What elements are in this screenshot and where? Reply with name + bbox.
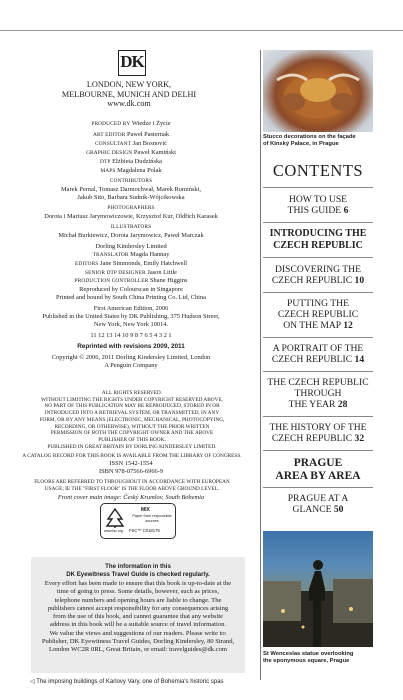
toc-line: THROUGH bbox=[294, 387, 342, 399]
info-box bbox=[31, 557, 245, 673]
section-introducing bbox=[263, 228, 373, 251]
toc-page: 32 bbox=[354, 432, 365, 444]
info-line: Every effort has been made to ensure that this book is up-to-date at the bbox=[44, 580, 232, 587]
role-label: PRODUCED BY bbox=[91, 121, 131, 127]
toc-line: THE HISTORY OF THE bbox=[269, 422, 367, 433]
info-line: We value the views and suggestions of our readers. Please write to: bbox=[49, 629, 227, 637]
toc-entry-glance bbox=[263, 494, 373, 516]
role-label: EDITORS bbox=[75, 260, 99, 267]
caption-line: the eponymous square, Prague bbox=[263, 658, 350, 665]
rights-block bbox=[10, 390, 254, 460]
toc-line: CZECH REPUBLIC bbox=[271, 353, 353, 365]
footer-caption bbox=[30, 678, 224, 685]
contributors-line: Jakub Sito, Barbara Sudnik-Wójcikowska bbox=[77, 194, 185, 202]
dk-logo: DK bbox=[118, 50, 146, 76]
toc-page: 6 bbox=[343, 204, 349, 216]
rule bbox=[263, 416, 373, 417]
rights-line: WITHOUT LIMITING THE RIGHTS UNDER COPYRIGHT RESERVED ABOVE, bbox=[40, 396, 224, 403]
copyright-line: Copyright © 2006, 2011 Dorling Kindersley Limited, London bbox=[51, 353, 211, 361]
rule bbox=[263, 487, 373, 488]
caption-line: of Kinský Palace, in Prague bbox=[263, 141, 339, 148]
role-label: SENIOR DTP DESIGNER bbox=[85, 269, 146, 276]
toc-line: GLANCE bbox=[292, 503, 332, 515]
info-title-line: DK Eyewitness Travel Guide is checked regularly. bbox=[66, 571, 210, 578]
toc-line: CZECH REPUBLIC bbox=[271, 274, 353, 286]
photographers: Dorota i Mariusz Jarymowiczowie, Krzysztof Kur, Oldřich Karasek bbox=[44, 213, 218, 221]
toc-entry-map bbox=[263, 299, 373, 331]
photographers-label: PHOTOGRAPHERS bbox=[107, 205, 155, 212]
edition-line: First American Edition, 2006 bbox=[93, 305, 169, 313]
rule bbox=[263, 257, 373, 258]
rights-line: FORM, OR BY ANY MEANS (ELECTRONIC, MECHANICAL, PHOTOCOPYING, bbox=[39, 416, 225, 423]
front-cover-note: Front cover main image: Český Krumlov, South Bohemia bbox=[57, 494, 205, 501]
fsc-paper: Paper from responsible sources bbox=[132, 514, 172, 523]
name: Jane Simmonds, Emily Hatchwell bbox=[100, 259, 187, 267]
fsc-mix: MIX bbox=[141, 507, 150, 513]
rights-line: PUBLISHER OF THIS BOOK. bbox=[98, 436, 166, 443]
role-label: PRODUCTION CONTROLLER bbox=[74, 278, 149, 285]
name: Paweł Kamiński bbox=[133, 148, 176, 156]
toc-line: ON THE MAP bbox=[283, 319, 341, 331]
rights-line: PERMISSION OF BOTH THE COPYRIGHT OWNER AND THE ABOVE bbox=[50, 430, 214, 437]
illustrators-label: ILLUSTRATORS bbox=[110, 223, 152, 230]
stucco-photo bbox=[263, 50, 373, 132]
info-line: from the use of this book, and cannot guarantee that any website bbox=[53, 613, 223, 621]
toc-line: THE CZECH REPUBLIC bbox=[267, 377, 369, 388]
edition-line: Published in the United States by DK Publishing, 375 Hudson Street, bbox=[42, 313, 220, 321]
role-label: MAPS bbox=[100, 167, 116, 174]
info-line: telephone numbers and opening hours are liable to change. The bbox=[54, 596, 222, 604]
credits-block bbox=[6, 120, 256, 369]
name: Jason Little bbox=[147, 268, 177, 276]
rights-line: INTRODUCED INTO A RETRIEVAL SYSTEM, OR TRANSMITTED, IN ANY bbox=[44, 410, 220, 417]
toc-page: 12 bbox=[343, 319, 353, 331]
fsc-code: FSC™ C018179 bbox=[129, 528, 160, 533]
role-label: CONSULTANT bbox=[95, 140, 132, 147]
floors-line: FLOORS ARE REFERRED TO THROUGHOUT IN ACCORDANCE WITH EUROPEAN bbox=[34, 479, 230, 485]
name: Wiedze i Życie bbox=[131, 120, 171, 127]
caption-line: St Wenceslas statue overlooking bbox=[263, 651, 354, 657]
info-line: time of going to press. Some details, however, such as prices, bbox=[57, 588, 219, 596]
role-label: GRAPHIC DESIGN bbox=[86, 149, 133, 156]
name: Magdalena Polak bbox=[117, 166, 162, 174]
toc-page: 50 bbox=[333, 503, 344, 515]
section-line: PRAGUE bbox=[293, 457, 343, 469]
name: Elżbieta Dudzińska bbox=[112, 157, 162, 165]
fsc-tree-icon bbox=[104, 507, 126, 529]
fsc-label bbox=[100, 503, 176, 539]
rule bbox=[263, 371, 373, 372]
wenceslas-photo bbox=[263, 531, 373, 647]
toc-entry-history bbox=[263, 423, 373, 445]
rule bbox=[263, 292, 373, 293]
contributors-line: Marek Pernal, Tomasz Darmochwał, Marek Rumiński, bbox=[61, 186, 201, 194]
info-line: publishers cannot accept responsibility for any consequences arising bbox=[47, 604, 229, 612]
column-divider bbox=[260, 50, 261, 680]
toc-line: PUTTING THE bbox=[287, 298, 349, 309]
floors-note bbox=[10, 479, 254, 492]
name: Shane Higgins bbox=[149, 277, 188, 285]
info-line: London WC2R 0RL, Great Britain, or email: travelguides@dk.com bbox=[48, 646, 228, 654]
toc-line: PRAGUE AT A bbox=[287, 493, 349, 504]
illustrators: Michał Burkiewicz, Dorota Jarymowicz, Paweł Marczak bbox=[58, 231, 204, 239]
section-line: AREA BY AREA bbox=[275, 469, 361, 482]
toc-line: CZECH REPUBLIC bbox=[271, 432, 353, 444]
contents-title: CONTENTS bbox=[272, 161, 364, 180]
toc-line: DISCOVERING THE bbox=[275, 264, 361, 275]
name: Paweł Pasternak bbox=[126, 130, 170, 138]
printing-line: Printed and bound by South China Printing Co. Ltd, China bbox=[55, 294, 206, 302]
rule bbox=[263, 222, 373, 223]
website: www.dk.com bbox=[107, 99, 151, 109]
toc-page: 14 bbox=[354, 353, 365, 365]
city-line: MELBOURNE, MUNICH AND DELHI bbox=[61, 89, 197, 99]
role-label: DTP bbox=[100, 158, 111, 165]
toc-entry-how-to-use bbox=[263, 195, 373, 217]
toc-line: A PORTRAIT OF THE bbox=[272, 343, 364, 354]
printing-line: Reproduced by Colourscan in Singapore bbox=[79, 286, 183, 294]
section-prague bbox=[263, 457, 373, 482]
catalog-note: A CATALOG RECORD FOR THIS BOOK IS AVAILABLE FROM THE LIBRARY OF CONGRESS. bbox=[22, 453, 242, 460]
toc-page: 10 bbox=[354, 274, 365, 286]
name: Magda Hannay bbox=[130, 250, 170, 258]
rights-line: RECORDING, OR OTHERWISE), WITHOUT THE PRIOR WRITTEN bbox=[54, 423, 210, 430]
toc-line: THIS GUIDE bbox=[287, 204, 342, 216]
caption-line: Stucco decorations on the façade bbox=[263, 134, 356, 140]
info-body bbox=[31, 579, 245, 655]
floors-line: USAGE; IE THE "FIRST FLOOR" IS THE FLOOR ABOVE GROUND LEVEL. bbox=[44, 485, 220, 492]
contributors-label: CONTRIBUTORS bbox=[109, 178, 153, 185]
rule bbox=[263, 187, 373, 188]
issn: ISSN 1542-1554 bbox=[109, 460, 153, 467]
rule bbox=[263, 450, 373, 451]
info-title-line: The information in this bbox=[105, 563, 171, 570]
role-label: TRANSLATOR bbox=[92, 251, 129, 258]
rights-line: NO PART OF THIS PUBLICATION MAY BE REPRODUCED, STORED IN OR bbox=[44, 403, 220, 410]
toc-entry-portrait bbox=[263, 344, 373, 366]
toc-line: HOW TO USE bbox=[288, 194, 348, 205]
dk-limited: Dorling Kindersley Limited bbox=[95, 242, 167, 250]
published-gb: PUBLISHED IN GREAT BRITAIN BY DORLING KINDERSLEY LIMITED. bbox=[47, 443, 217, 450]
edition-line: New York, New York 10014. bbox=[93, 320, 169, 328]
publisher-cities bbox=[20, 80, 238, 109]
rule bbox=[263, 337, 373, 338]
caption-bottom bbox=[263, 651, 375, 665]
isbn: ISBN 978-07566-6966-9 bbox=[98, 467, 164, 475]
arrow-left-icon: ◁ bbox=[30, 679, 35, 685]
name: Jan Bosnović bbox=[132, 139, 167, 147]
section-line: INTRODUCING THE bbox=[269, 228, 367, 239]
fsc-www: www.fsc.org bbox=[104, 529, 123, 533]
isbn-block bbox=[6, 460, 256, 476]
copyright-line: A Penguin Company bbox=[104, 361, 158, 369]
info-title bbox=[31, 557, 245, 579]
toc-line: CZECH REPUBLIC bbox=[277, 308, 359, 320]
section-line: CZECH REPUBLIC bbox=[273, 239, 363, 251]
city-line: LONDON, NEW YORK, bbox=[86, 80, 172, 89]
reprinted-note: Reprinted with revisions 2009, 2011 bbox=[77, 342, 185, 350]
toc-line: THE YEAR bbox=[288, 398, 336, 410]
info-line: address in this book will be a suitable source of travel information. bbox=[49, 621, 227, 629]
toc-page: 28 bbox=[337, 398, 348, 410]
toc-entry-year bbox=[263, 378, 373, 410]
role-label: ART EDITOR bbox=[92, 131, 126, 138]
info-line: Publisher, DK Eyewitness Travel Guides, Dorling Kindersley, 80 Strand, bbox=[41, 638, 235, 646]
print-numbers: 11 12 13 14 10 9 8 7 6 5 4 3 2 1 bbox=[90, 331, 172, 339]
caption-top bbox=[263, 134, 375, 148]
rights-line: ALL RIGHTS RESERVED. bbox=[101, 390, 163, 396]
top-rule bbox=[0, 30, 403, 31]
footer-caption-text: The imposing buildings of Karlovy Vary, one of Bohemia's historic spas bbox=[36, 679, 224, 685]
toc-entry-discovering bbox=[263, 265, 373, 287]
